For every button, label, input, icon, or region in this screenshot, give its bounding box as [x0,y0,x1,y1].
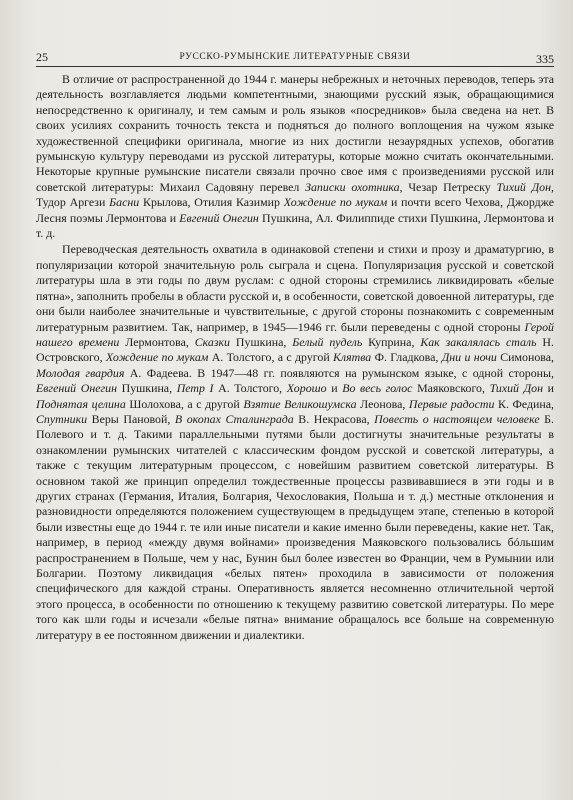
italic-title: Тихий Дон [496,179,552,194]
italic-title: В окопах Сталинграда [174,411,294,426]
page-header [36,46,554,67]
italic-title: Евгений Онегин [179,210,259,225]
text-run: В. Некрасова, [293,411,375,426]
text-run: , Тудор Аргези [36,179,555,210]
italic-title: Тихий Дон [489,381,544,396]
text-run: Шолохова, а с другой [125,396,244,411]
italic-title: Хождение по мукам [283,195,388,210]
page-number: 335 [536,52,554,66]
italic-title: Дни и ночи [441,350,497,365]
italic-title: Хорошо [286,381,327,396]
text-run: и [326,381,343,396]
running-head: РУССКО-РУМЫНСКИЕ ЛИТЕРАТУРНЫЕ СВЯЗИ [179,52,411,62]
text-run: К. Федина, [494,396,555,411]
text-run: и [543,381,555,396]
italic-title: Басни [109,195,140,210]
text-run: Маяковского, [412,381,490,396]
italic-title: Повесть о настоящем человеке [374,411,540,426]
text-run: и почти всего Чехова, Джордже Лесня поэмы Лермонтова и [36,195,554,225]
text-run: Куприна, [362,334,421,349]
paragraph [36,242,554,643]
italic-title: Первые радости [408,396,495,411]
text-run: Б. Полевого и т. д. Такими параллельными путями были достигнуты значительные результаты в ознакомлении румынских читателей с классическим фондом русской и советской литературы, а также с текущим литературным процессом, с новейшим развитием советской литературы. В основном такой же принцип определил тождественные процессы развивавшиеся в эти годы и в других странах (Германия, Италия, Болгария, Чехословакия, Польша и т. д.) местные отклонения и разновидности определяются положением существующем в предыдущем этапе, степенью в которой были известны еще до 1944 г. те или иные писатели и какие именно были переведены, какие нет. Так, например, в период «между двумя войнами» произведения Маяковского пользовались бóльшим распространением в Польше, чем у нас, Бунин был более известен во Франции, чем в Румынии или Болгарии. Поэтому ликвидация «белых пятен» проходила в зависимости от положения специфического для каждой страны. Оперативность является несомненно отличительной чертой этого процесса, в особенности по отношению к текущему развитию советской литературы. По мере того как шли годы и исчезали «белые пятна» внимание обращалось все больше на современную литературу в ее постоянном движении и диалектики. [36,411,554,642]
text-run: Переводческая деятельность охватила в одинаковой степени и стихи и прозу и драматургию, в популяризации которой значительную роль сыграла и сцена. Популяризация русской и советской литературы шла в эти годы по двум руслам: с одной стороны стремились ликвидировать «белые пятна», заполнить пробелы в области русской и, в особенности, советской довоенной литературы, где они были наиболее значительные и чувствительные, с другой стороны познакомить с современным литературным развитием. Так, например, в 1945—1946 гг. были переведены с одной стороны [36,242,554,334]
italic-title: Евгений Онегин [36,381,117,396]
body-text [36,72,554,643]
text-run: , Чезар Петреску [399,179,497,194]
text-run: Пушкина, [230,334,293,349]
text-run: Лермонтова, [119,334,195,349]
italic-title: Молодая гвардия [36,365,125,380]
text-run: Н. Островского, [36,334,554,365]
text-run: Симонова, [496,350,554,365]
italic-title: Клятва [333,350,372,365]
italic-title: Как закалялась сталь [420,334,537,349]
italic-title: Петр I [176,381,214,396]
italic-title: Во весь голос [342,381,413,396]
paragraph [36,72,554,241]
text-run: А. Толстого, а с другой [208,350,334,365]
text-run: А. Толстого, [213,381,287,396]
italic-title: Спутники [36,411,88,426]
italic-title: Герой нашего времени [36,319,554,349]
italic-title: Хождение по мукам [105,350,209,365]
italic-title: Сказки [194,334,231,349]
text-run: А. Фадеева. В 1947—48 гг. появляются на румынском языке, с одной стороны, [124,365,555,380]
text-run: Веры Пановой, [87,411,175,426]
text-run: Крылова, Отилия Казимир [139,195,284,210]
italic-title: Поднятая целина [36,396,126,411]
italic-title: Взятие Великошумска [243,396,357,411]
text-run: В отличие от распространенной до 1944 г. манеры небрежных и неточных переводов, теперь эта деятельность возглавляется людьми компетентными, знающими русский язык, обращающимися непосредственно к оригиналу, и тем самым и роль языков «посредников» была сведена на нет. В своих усилиях сохранить точность текста и подняться до полного воплощения на чужом языке художественной специфики оригинала, многие из них достигли незаурядных успехов, обогатив румынскую культуру переводами из русской литературы, которые можно считать окончательными. Некоторые крупные румынские писатели связали прочно свое имя с произведениями русской или советской литературы: Михаил Садовяну перевел [36,72,554,194]
italic-title: Белый пудель [292,334,363,349]
text-run: Пушкина, Ал. Филиппиде стихи Пушкина, Лермонтова и т. д. [36,210,555,241]
page-number-left: 25 [36,50,48,64]
italic-title: Записки охотника [305,179,400,194]
text-run: Пушкина, [117,381,177,396]
text-run: Леонова, [356,396,409,411]
text-run: Ф. Гладкова, [371,350,442,365]
